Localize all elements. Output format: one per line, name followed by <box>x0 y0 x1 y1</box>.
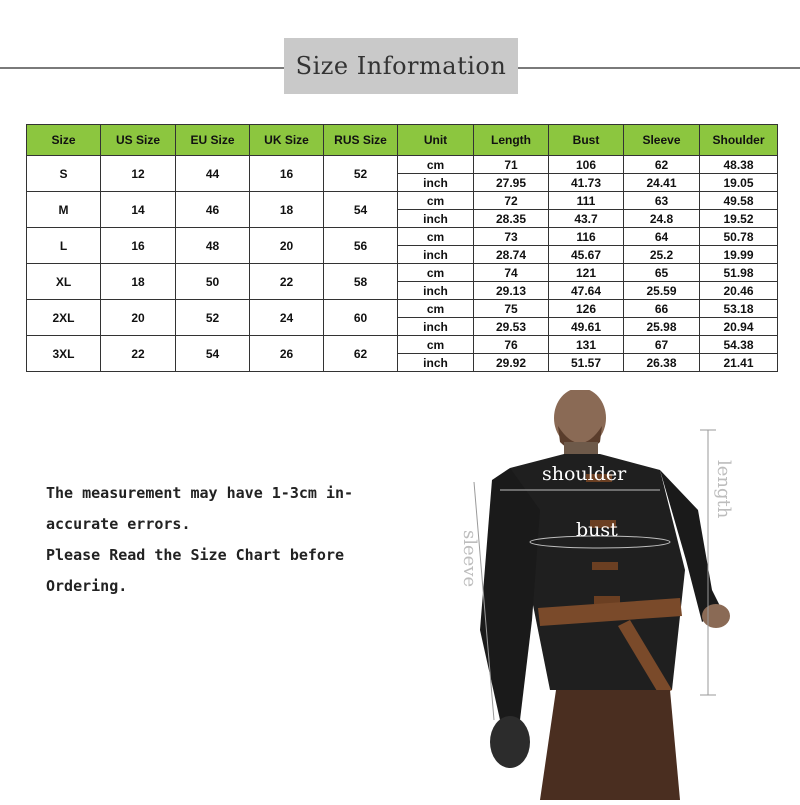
sleeve-cell: 66 <box>624 300 700 318</box>
rus-size-cell: 52 <box>324 156 398 192</box>
bust-cell: 111 <box>549 192 624 210</box>
sleeve-cell: 25.98 <box>624 318 700 336</box>
header-length: Length <box>474 125 549 156</box>
sleeve-cell: 25.59 <box>624 282 700 300</box>
eu-size-cell: 54 <box>176 336 250 372</box>
bust-cell: 49.61 <box>549 318 624 336</box>
length-label: length <box>713 460 734 519</box>
title-divider-right <box>518 67 800 69</box>
size-cell: L <box>27 228 101 264</box>
us-size-cell: 16 <box>101 228 176 264</box>
length-cell: 71 <box>474 156 549 174</box>
length-cell: 27.95 <box>474 174 549 192</box>
size-cell: 2XL <box>27 300 101 336</box>
header-rus-size: RUS Size <box>324 125 398 156</box>
header-us-size: US Size <box>101 125 176 156</box>
unit-cell: inch <box>398 282 474 300</box>
sleeve-cell: 64 <box>624 228 700 246</box>
uk-size-cell: 20 <box>250 228 324 264</box>
shoulder-cell: 54.38 <box>700 336 778 354</box>
bust-cell: 41.73 <box>549 174 624 192</box>
header-shoulder: Shoulder <box>700 125 778 156</box>
shoulder-cell: 50.78 <box>700 228 778 246</box>
sleeve-cell: 65 <box>624 264 700 282</box>
shoulder-cell: 49.58 <box>700 192 778 210</box>
page-title: Size Information <box>284 38 518 94</box>
model-figure <box>440 390 800 800</box>
header-sleeve: Sleeve <box>624 125 700 156</box>
table-row <box>27 264 778 282</box>
shoulder-cell: 20.94 <box>700 318 778 336</box>
bust-cell: 106 <box>549 156 624 174</box>
bust-cell: 126 <box>549 300 624 318</box>
length-cell: 75 <box>474 300 549 318</box>
sleeve-label: sleeve <box>459 530 480 588</box>
header-eu-size: EU Size <box>176 125 250 156</box>
us-size-cell: 18 <box>101 264 176 300</box>
length-cell: 29.92 <box>474 354 549 372</box>
eu-size-cell: 50 <box>176 264 250 300</box>
size-cell: S <box>27 156 101 192</box>
jacket-body <box>510 454 685 690</box>
length-cell: 72 <box>474 192 549 210</box>
size-cell: M <box>27 192 101 228</box>
us-size-cell: 12 <box>101 156 176 192</box>
shoulder-cell: 21.41 <box>700 354 778 372</box>
eu-size-cell: 48 <box>176 228 250 264</box>
header-size: Size <box>27 125 101 156</box>
length-cell: 74 <box>474 264 549 282</box>
unit-cell: cm <box>398 192 474 210</box>
table-row <box>27 192 778 210</box>
glove <box>490 716 530 768</box>
shoulder-cell: 19.05 <box>700 174 778 192</box>
unit-cell: inch <box>398 174 474 192</box>
bust-cell: 121 <box>549 264 624 282</box>
unit-cell: cm <box>398 336 474 354</box>
uk-size-cell: 16 <box>250 156 324 192</box>
uk-size-cell: 24 <box>250 300 324 336</box>
rus-size-cell: 60 <box>324 300 398 336</box>
sleeve-cell: 67 <box>624 336 700 354</box>
uk-size-cell: 22 <box>250 264 324 300</box>
us-size-cell: 14 <box>101 192 176 228</box>
unit-cell: cm <box>398 264 474 282</box>
sleeve-cell: 25.2 <box>624 246 700 264</box>
uk-size-cell: 18 <box>250 192 324 228</box>
rus-size-cell: 54 <box>324 192 398 228</box>
bust-cell: 51.57 <box>549 354 624 372</box>
title-divider-left <box>0 67 284 69</box>
bust-cell: 47.64 <box>549 282 624 300</box>
shoulder-cell: 51.98 <box>700 264 778 282</box>
unit-cell: inch <box>398 210 474 228</box>
eu-size-cell: 52 <box>176 300 250 336</box>
header-bust: Bust <box>549 125 624 156</box>
bust-cell: 131 <box>549 336 624 354</box>
unit-cell: cm <box>398 156 474 174</box>
buckle-strap <box>592 562 618 570</box>
length-cell: 29.53 <box>474 318 549 336</box>
header-uk-size: UK Size <box>250 125 324 156</box>
table-row <box>27 300 778 318</box>
sleeve-cell: 62 <box>624 156 700 174</box>
jacket-left-sleeve <box>480 468 540 720</box>
bust-cell: 45.67 <box>549 246 624 264</box>
rus-size-cell: 58 <box>324 264 398 300</box>
size-cell: 3XL <box>27 336 101 372</box>
trousers <box>540 690 680 800</box>
note-line: Please Read the Size Chart before <box>46 546 345 564</box>
unit-cell: inch <box>398 318 474 336</box>
length-cell: 73 <box>474 228 549 246</box>
measurement-note <box>46 478 386 602</box>
table-row <box>27 336 778 354</box>
note-line: The measurement may have 1-3cm in- <box>46 484 354 502</box>
size-chart-table <box>26 124 778 372</box>
table-row <box>27 228 778 246</box>
unit-cell: inch <box>398 354 474 372</box>
length-cell: 28.74 <box>474 246 549 264</box>
us-size-cell: 22 <box>101 336 176 372</box>
bust-label: bust <box>576 519 618 541</box>
unit-cell: cm <box>398 228 474 246</box>
right-hand <box>702 604 730 628</box>
length-cell: 76 <box>474 336 549 354</box>
eu-size-cell: 44 <box>176 156 250 192</box>
bust-cell: 43.7 <box>549 210 624 228</box>
sleeve-cell: 26.38 <box>624 354 700 372</box>
length-cell: 28.35 <box>474 210 549 228</box>
sleeve-cell: 24.8 <box>624 210 700 228</box>
header-unit: Unit <box>398 125 474 156</box>
sleeve-cell: 24.41 <box>624 174 700 192</box>
length-cell: 29.13 <box>474 282 549 300</box>
shoulder-cell: 19.99 <box>700 246 778 264</box>
rus-size-cell: 62 <box>324 336 398 372</box>
bust-cell: 116 <box>549 228 624 246</box>
unit-cell: inch <box>398 246 474 264</box>
us-size-cell: 20 <box>101 300 176 336</box>
shoulder-cell: 53.18 <box>700 300 778 318</box>
table-header-row <box>27 125 778 156</box>
rus-size-cell: 56 <box>324 228 398 264</box>
shoulder-cell: 20.46 <box>700 282 778 300</box>
shoulder-cell: 19.52 <box>700 210 778 228</box>
size-cell: XL <box>27 264 101 300</box>
unit-cell: cm <box>398 300 474 318</box>
table-row <box>27 156 778 174</box>
note-line: accurate errors. <box>46 515 191 533</box>
shoulder-cell: 48.38 <box>700 156 778 174</box>
jacket-model-illustration <box>440 390 800 800</box>
uk-size-cell: 26 <box>250 336 324 372</box>
note-line: Ordering. <box>46 577 128 595</box>
eu-size-cell: 46 <box>176 192 250 228</box>
shoulder-label: shoulder <box>542 463 627 485</box>
sleeve-cell: 63 <box>624 192 700 210</box>
